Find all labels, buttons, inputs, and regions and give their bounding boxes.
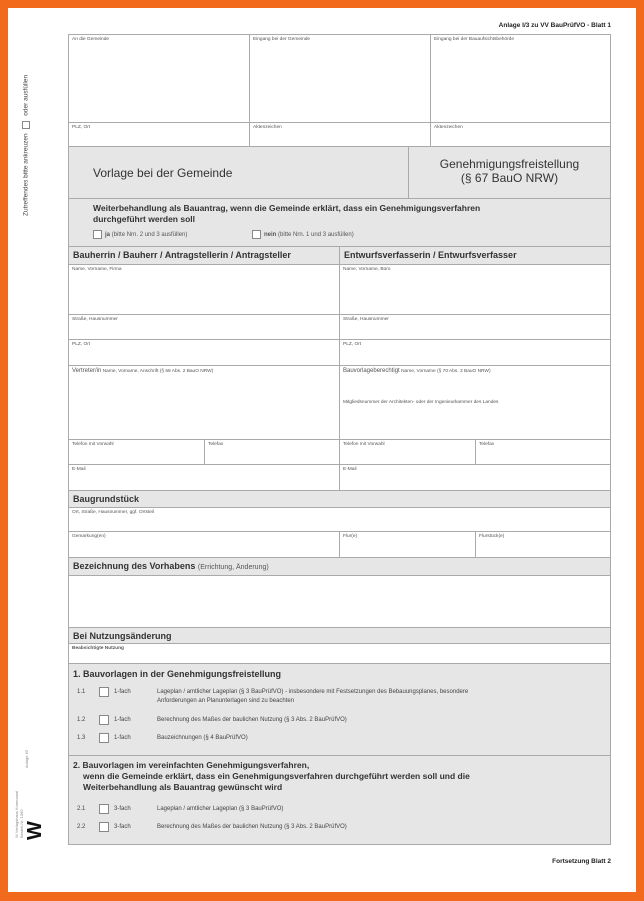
usage-heading: Bei Nutzungsänderung [73,631,172,641]
plot-heading: Baugrundstück [73,494,140,504]
postcode-city-label: PLZ, Ort [72,125,91,130]
designer-postcode-label: PLZ, Ort [343,342,362,347]
form-grid [68,34,611,845]
representative-label: Name, Vorname, Anschrift (§ 58 Abs. 2 BauO NRW) [102,369,214,374]
item-1-1-copies: 1-fach [114,689,131,695]
section2-heading-3: Weiterbehandlung als Bauantrag gewünscht wird [83,782,283,792]
designer-phone-field[interactable] [340,440,476,464]
district-label: Gemarkung(en) [72,534,106,539]
arrival-authority-label: Eingang bei der Bauaufsichtsbehörde [434,37,515,42]
lot-label: Flurstück(e) [479,534,505,539]
file-number-field-1[interactable] [250,123,431,146]
representative-row [69,366,610,440]
file-number-label-2: Aktenzeichen [434,125,463,130]
item-1-1-no: 1.1 [77,689,86,695]
authorized-label: Name, Vorname (§ 70 Abs. 3 BauO NRW) [401,369,491,374]
applicant-postcode-label: PLZ, Ort [72,342,91,347]
title-right-line-2: (§ 67 BauO NRW) [460,171,559,185]
project-field-row [69,576,610,628]
designer-fax-label: Telefax [479,442,495,447]
item-1-3-copies: 1-fach [114,735,131,741]
applicant-name-field[interactable] [69,265,340,314]
title-right [409,147,610,198]
publisher-line-1: W Verlagshaus Kommunal [14,790,19,838]
lot-field[interactable] [476,532,610,557]
authorized-title: Bauvorlageberechtigt [343,368,400,374]
form-sheet [8,8,636,892]
applicant-heading: Bauherrin / Bauherr / Antragstellerin / Antragsteller [69,247,340,264]
instruction-text-2: oder ausfüllen [22,74,30,116]
designer-name-label: Name, Vorname, Büro [343,267,391,272]
parcel-label: Flur(e) [343,534,358,539]
parcel-field[interactable] [340,532,476,557]
item-2-1-text: Lageplan / amtlicher Lageplan (§ 3 BauPrüfVO) [157,806,284,812]
postcode-city-field[interactable] [69,123,250,146]
plot-address-row [69,508,610,532]
project-description-field[interactable] [69,576,610,627]
applicant-fax-field[interactable] [205,440,340,464]
item-1-2-checkbox[interactable] [99,715,112,725]
title-right-line-1: Genehmigungsfreistellung [439,157,580,171]
title-row [69,147,610,199]
project-heading-text: Bezeichnung des Vorhabens [73,561,196,571]
item-1-1-text-2: Anforderungen an Planunterlagen sind zu beachten [157,698,295,704]
usage-heading-row [69,628,610,644]
plot-address-field[interactable] [69,508,610,531]
yes-checkbox[interactable] [93,230,102,239]
arrival-municipality-field[interactable] [250,35,431,122]
applicant-fax-label: Telefax [208,442,224,447]
phone-row [69,440,610,465]
applicant-street-label: Straße, Hausnummer [72,317,118,322]
yes-option[interactable] [93,230,187,239]
designer-heading: Entwurfsverfasserin / Entwurfsverfasser [344,250,517,260]
item-2-1-checkbox[interactable] [99,804,112,814]
street-row [69,315,610,340]
item-1-2-no: 1.2 [77,717,86,723]
top-address-row [69,35,610,123]
designer-street-field[interactable] [340,315,610,339]
item-1-3-checkbox[interactable] [99,733,112,743]
recipient-field[interactable] [69,35,250,122]
processing-text-2: durchgeführt werden soll [93,214,196,224]
email-row [69,465,610,491]
file-number-field-2[interactable] [431,123,610,146]
applicant-email-label: E-Mail [72,467,86,472]
instruction-text: Zutreffendes bitte ankreuzen [22,133,30,216]
project-heading-note: (Errichtung, Änderung) [197,564,269,571]
item-1-3-text: Bauzeichnungen (§ 4 BauPrüfVO) [157,735,248,741]
applicant-street-field[interactable] [69,315,340,339]
item-2-1-no: 2.1 [77,806,86,812]
arrival-authority-field[interactable] [431,35,610,122]
file-number-label-1: Aktenzeichen [253,125,282,130]
project-heading-row [69,558,610,576]
section1-block [69,664,610,756]
applicant-postcode-field[interactable] [69,340,340,365]
item-1-3-no: 1.3 [77,735,86,741]
applicant-phone-label: Telefon mit Vorwahl [72,442,114,447]
example-checkbox [22,121,30,129]
processing-text-1: Weiterbehandlung als Bauantrag, wenn die Gemeinde erklärt, dass ein Genehmigungsverfahren [93,203,481,213]
processing-text [93,203,480,225]
item-2-2-no: 2.2 [77,824,86,830]
no-label: nein [264,232,277,239]
publisher-line-2: Bestell-Nr. 1060 [19,809,24,838]
applicant-email-field[interactable] [69,465,340,490]
no-checkbox[interactable] [252,230,261,239]
designer-phone-label: Telefon mit Vorwahl [343,442,385,447]
section2-heading-2: wenn die Gemeinde erklärt, dass ein Genehmigungsverfahren durchgeführt werden soll und die [83,771,470,781]
yes-label: ja [105,232,111,239]
item-2-2-copies: 3-fach [114,824,131,830]
applicant-phone-field[interactable] [69,440,205,464]
intended-use-label: Beabsichtigte Nutzung [72,646,124,651]
arrival-municipality-label: Eingang bei der Gemeinde [253,37,311,42]
sidebar-instructions [22,26,36,216]
intended-use-field[interactable] [69,644,610,663]
item-2-1-copies: 3-fach [114,806,131,812]
recipient-label: An die Gemeinde [72,37,110,42]
item-2-2-text: Berechnung des Maßes der baulichen Nutzung (§ 3 Abs. 2 BauPrüfVO) [157,824,347,830]
no-option[interactable] [252,230,354,239]
item-1-2-text: Berechnung des Maßes der baulichen Nutzung (§ 3 Abs. 2 BauPrüfVO) [157,717,347,723]
annex-reference: Anlage I/3 zu VV BauPrüfVO - Blatt 1 [498,22,611,29]
district-field[interactable] [69,532,340,557]
parties-heading-row [69,247,610,265]
form-body [68,22,611,872]
top-file-row [69,123,610,147]
name-row [69,265,610,315]
item-2-2-checkbox[interactable] [99,822,112,832]
section2-block [69,756,610,844]
title-left-text: Vorlage bei der Gemeinde [93,165,233,180]
section2-heading [73,760,470,793]
plot-cadastre-row [69,532,610,558]
project-heading [69,558,610,575]
membership-label: Mitgliedsnummer der Architekten- oder der Ingenieurkammer des Landes [343,400,499,405]
continued-note: Fortsetzung Blatt 2 [552,858,611,865]
publisher-line-3: Anlage I/3 [24,749,29,768]
processing-row [69,199,610,247]
authorized-field[interactable] [340,366,610,439]
designer-postcode-field[interactable] [340,340,610,365]
applicant-name-label: Name, Vorname, Firma [72,267,122,272]
designer-name-field[interactable] [340,265,610,314]
designer-email-field[interactable] [340,465,610,490]
designer-street-label: Straße, Hausnummer [343,317,389,322]
no-note: (bitte Nrn. 1 und 3 ausfüllen) [278,232,354,239]
usage-field-row [69,644,610,664]
section2-heading-1: 2. Bauvorlagen im vereinfachten Genehmigungsverfahren, [73,760,310,770]
plot-heading-row [69,491,610,508]
designer-email-label: E-Mail [343,467,357,472]
yes-note: (bitte Nrn. 2 und 3 ausfüllen) [111,232,188,239]
designer-fax-field[interactable] [476,440,610,464]
section1-heading: 1. Bauvorlagen in der Genehmigungsfreistellung [73,669,282,679]
item-1-1-text: Lageplan / amtlicher Lageplan (§ 3 BauPrüfVO) - insbesondere mit Festsetzungen des Bebauungsplanes, besondere [157,689,469,695]
representative-field[interactable] [69,366,340,439]
item-1-2-copies: 1-fach [114,717,131,723]
postcode-row [69,340,610,366]
instruction-label [22,75,30,216]
item-1-1-checkbox[interactable] [99,687,112,697]
title-left [69,147,409,198]
plot-address-label: Ort, Straße, Hausnummer, ggf. Ortsteil [72,510,155,515]
publisher-logo: W [24,821,46,840]
representative-title: Vertreter/in [72,368,102,374]
